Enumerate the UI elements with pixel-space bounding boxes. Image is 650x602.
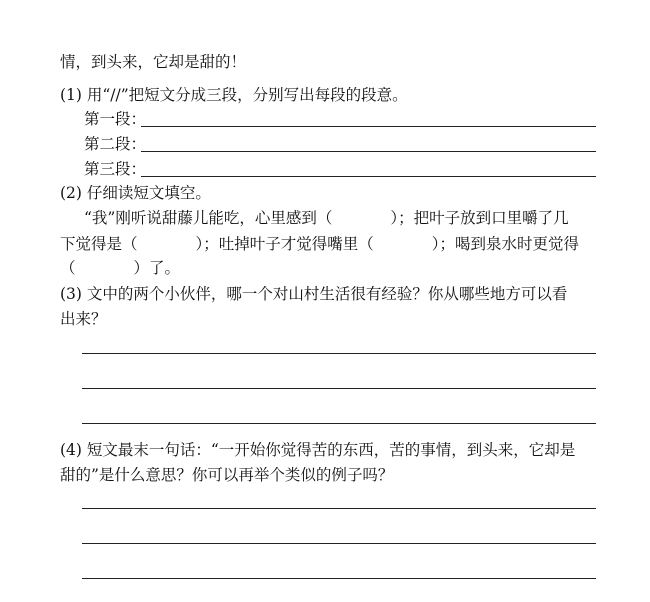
question-4-prompt-line-2: 甜的”是什么意思？你可以再举个类似的例子吗？ xyxy=(60,466,394,484)
question-3-answer-line[interactable] xyxy=(82,423,596,424)
fill-text-3b: ）了。 xyxy=(133,259,181,277)
fill-text-2c: ）；喝到泉水时更觉得 xyxy=(431,235,580,253)
paragraph-2-label: 第二段： xyxy=(84,135,147,153)
question-3-prompt-line-2: 出来？ xyxy=(60,310,107,328)
paragraph-2-answer-line[interactable] xyxy=(141,151,596,152)
question-3-prompt-line-1: (3) 文中的两个小伙伴，哪一个对山村生活很有经验？你从哪些地方可以看 xyxy=(60,285,568,303)
fill-text-3a: （ xyxy=(60,259,76,277)
paragraph-3-label: 第三段： xyxy=(84,160,147,178)
question-3-answer-line[interactable] xyxy=(82,388,596,389)
fill-text-2a: 下觉得是（ xyxy=(60,235,138,253)
fill-text-1b: ）；把叶子放到口里嚼了几 xyxy=(390,209,569,227)
text-continuation: 情，到头来，它却是甜的！ xyxy=(60,53,247,71)
question-2-prompt: (2) 仔细读短文填空。 xyxy=(60,184,211,202)
fill-text-1a: “我”刚听说甜藤儿能吃，心里感到（ xyxy=(84,209,333,227)
question-4-prompt-line-1: (4) 短文最末一句话：“一开始你觉得苦的东西，苦的事情，到头来，它却是 xyxy=(60,441,576,459)
fill-blank-line-3 xyxy=(60,261,180,277)
fill-blank-line-1 xyxy=(84,211,569,227)
question-4-answer-line[interactable] xyxy=(82,543,596,544)
paragraph-1-answer-line[interactable] xyxy=(141,126,596,127)
fill-text-2b: ）；吐掉叶子才觉得嘴里（ xyxy=(195,235,374,253)
fill-blank-line-2 xyxy=(60,237,579,253)
question-1-prompt: (1) 用“//”把短文分成三段，分别写出每段的段意。 xyxy=(60,86,408,104)
question-4-answer-line[interactable] xyxy=(82,578,596,579)
question-4-answer-line[interactable] xyxy=(82,508,596,509)
paragraph-1-label: 第一段： xyxy=(84,110,147,128)
paragraph-3-answer-line[interactable] xyxy=(141,176,596,177)
question-3-answer-line[interactable] xyxy=(82,353,596,354)
